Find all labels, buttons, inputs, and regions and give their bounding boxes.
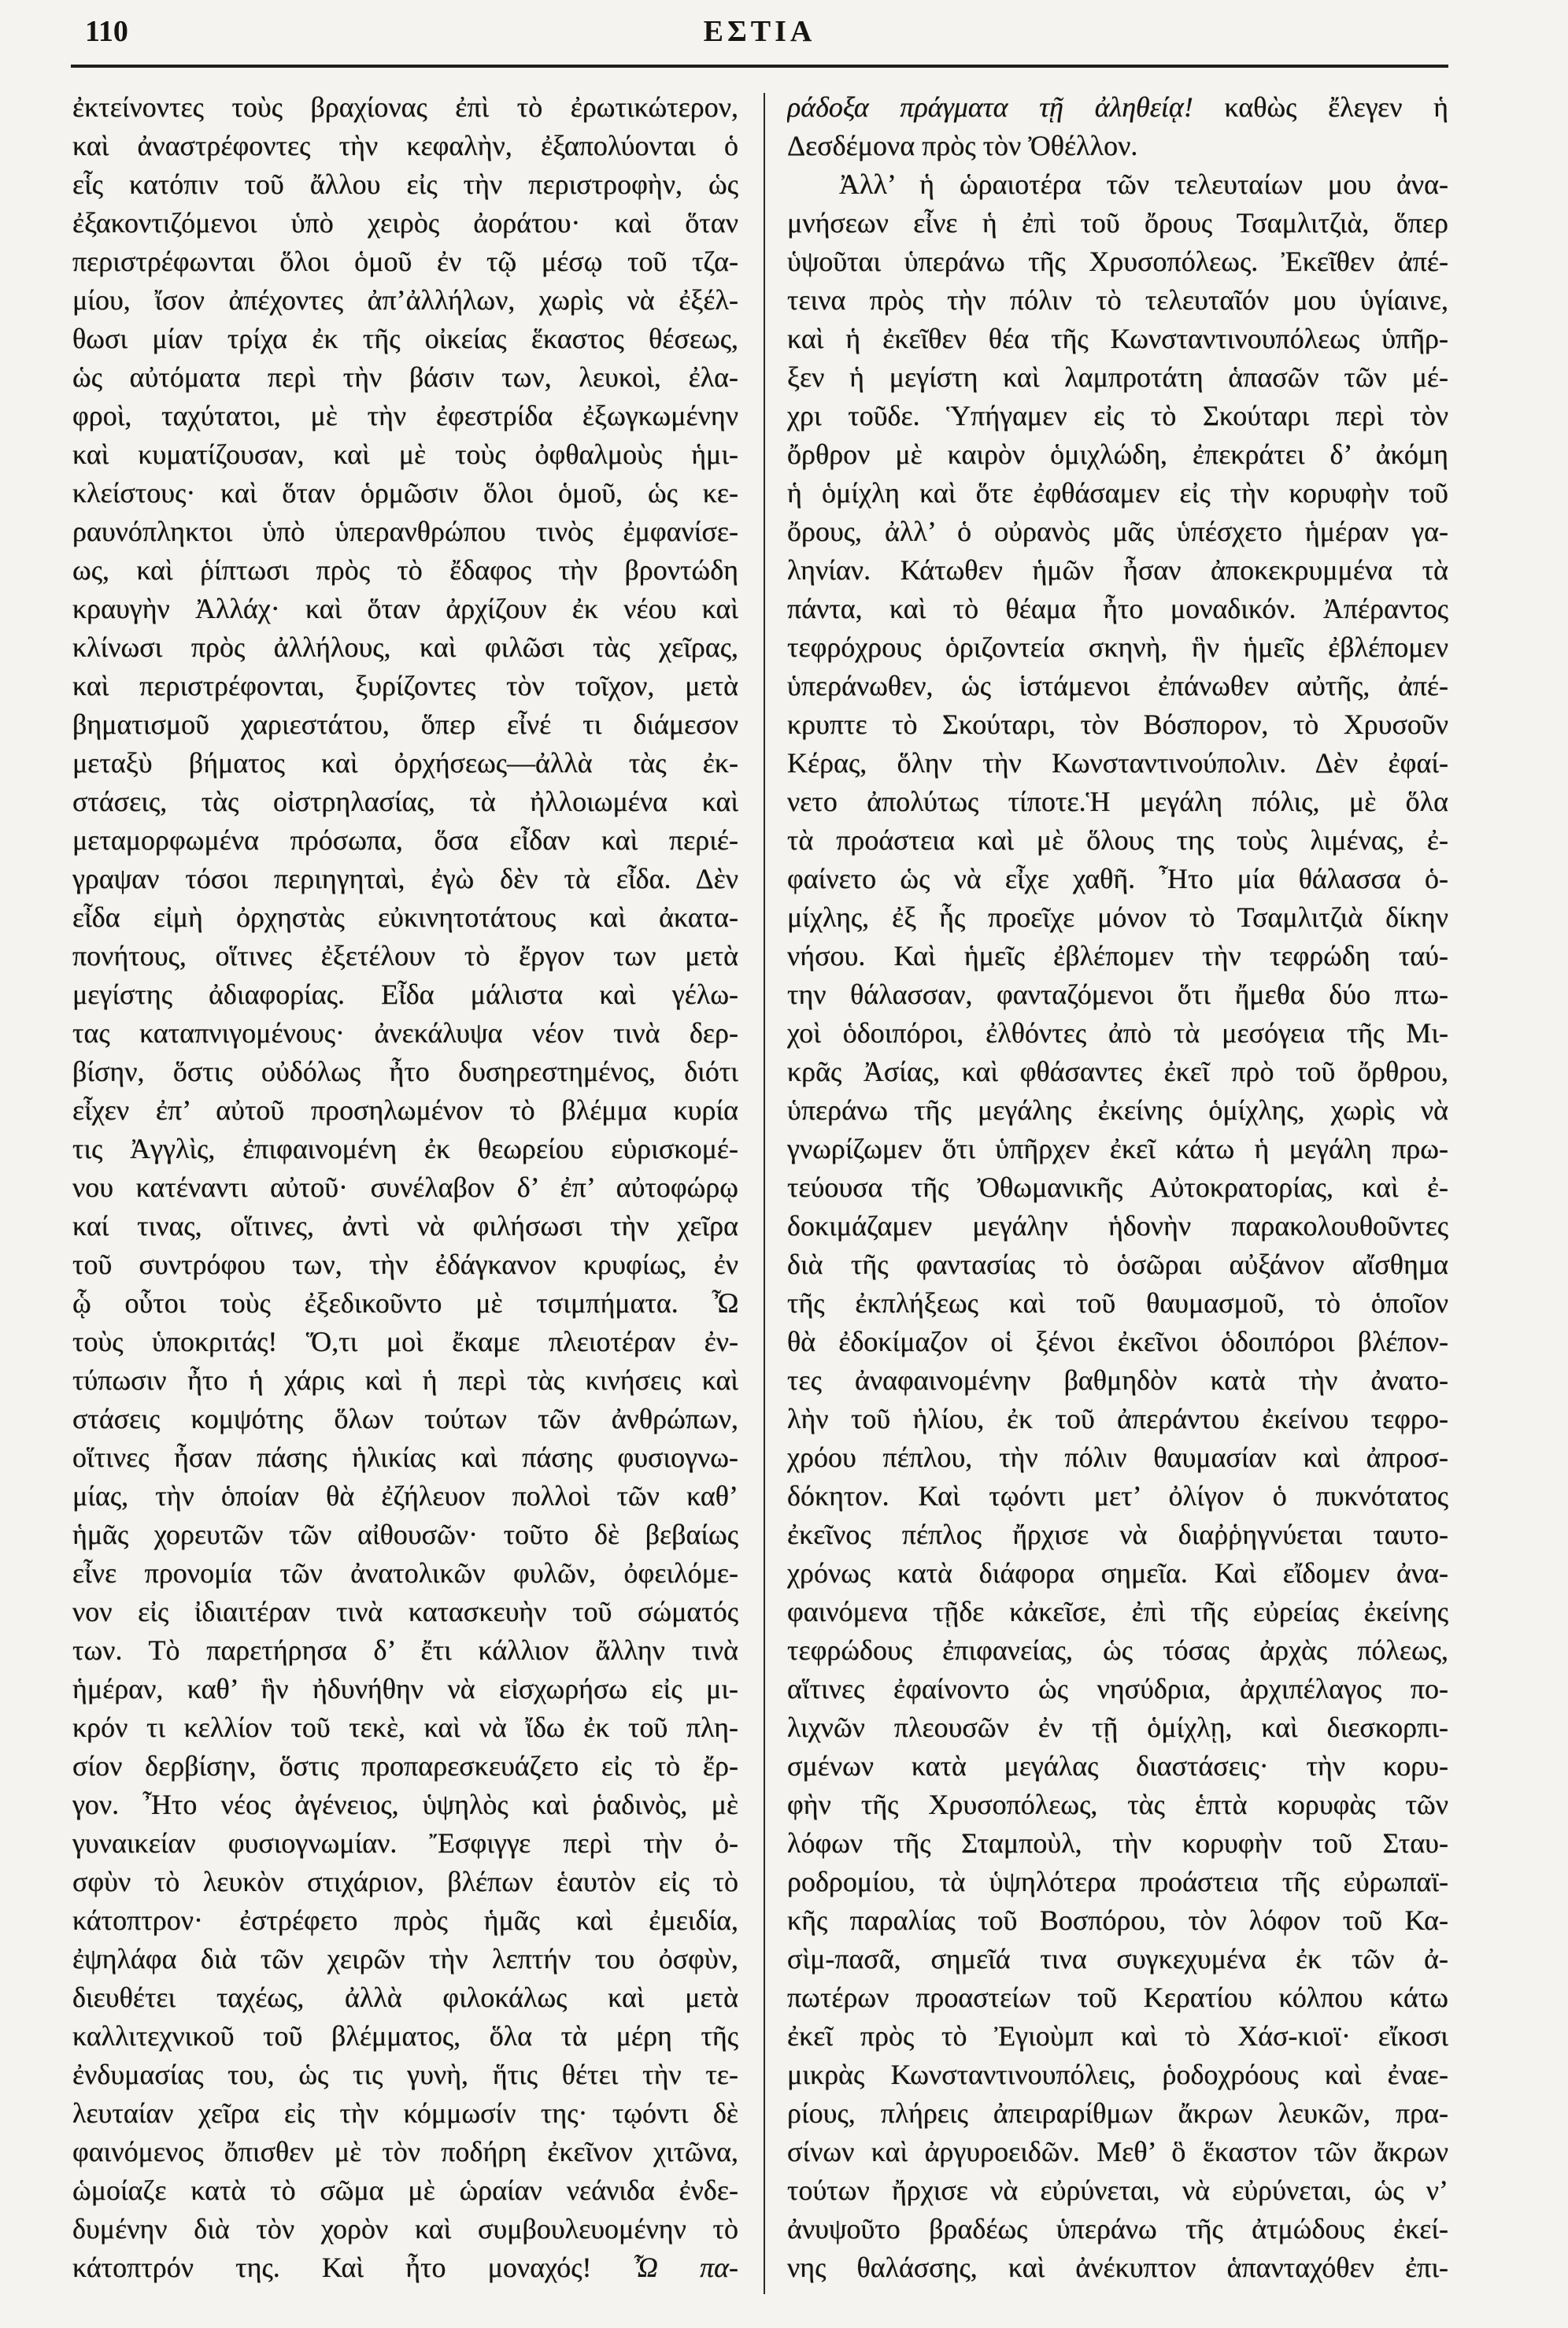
text-line: τεφρώδους ἐπιφανείας, ὡς τόσας ἀρχὰς πόλεως, xyxy=(787,1634,1448,1666)
text-line: σίνων καὶ ἀργυροειδῶν. Μεθ’ ὃ ἕκαστον τῶν ἄκρων xyxy=(787,2136,1448,2167)
text-line: Ἀλλ’ ἡ ὡραιοτέρα τῶν τελευταίων μου ἀνα- xyxy=(839,168,1448,200)
text-line: τὰ προάστεια καὶ μὲ ὅλους της τοὺς λιμένας, ἐ- xyxy=(787,824,1448,856)
text-line: οἵτινες ἦσαν πάσης ἡλικίας καὶ πάσης φυσιογνω- xyxy=(72,1442,738,1473)
text-line: μίχλης, ἐξ ἧς προεῖχε μόνον τὸ Τσαμλιτζιὰ δίκην xyxy=(787,901,1448,933)
text-line: κρόν τι κελλίον τοῦ τεκὲ, καὶ νὰ ἴδω ἐκ τοῦ πλη- xyxy=(72,1712,738,1743)
text-line: γνωρίζωμεν ὅτι ὑπῆρχεν ἐκεῖ κάτω ἡ μεγάλη πρω- xyxy=(787,1133,1448,1164)
text-line: δοκιμάζαμεν μεγάλην ἡδονὴν παρακολουθοῦντες xyxy=(787,1210,1448,1242)
text-line: καὶ ἀναστρέφοντες τὴν κεφαλὴν, ἐξαπολύονται ὁ xyxy=(72,130,738,161)
text-line: εἶνε προνομία τῶν ἀνατολικῶν φυλῶν, ὀφειλόμε- xyxy=(72,1557,738,1589)
text-line: δυμένην διὰ τὸν χορὸν καὶ συμβουλευομένην τὸ xyxy=(72,2213,738,2245)
text-line: κάτοπτρον· ἐστρέφετο πρὸς ἡμᾶς καὶ ἐμειδία, xyxy=(72,1904,738,1936)
text-line: ὄρους, ἀλλ’ ὁ οὐρανὸς μᾶς ὑπέσχετο ἡμέραν γα- xyxy=(787,516,1448,547)
text-line: νήσου. Καὶ ἡμεῖς ἐβλέπομεν τὴν τεφρώδη ταύ- xyxy=(787,940,1448,972)
text-line: μίας, τὴν ὁποίαν θὰ ἐζήλευον πολλοὶ τῶν καθ’ xyxy=(72,1480,738,1512)
text-line: τούτων ἤρχισε νὰ εὐρύνεται, νὰ εὐρύνεται, ὡς ν’ xyxy=(787,2174,1448,2206)
text-line: ᾧ οὗτοι τοὺς ἐξεδικοῦντο μὲ τσιμπήματα. Ὦ xyxy=(72,1287,738,1319)
text-line: αἵτινες ἐφαίνοντο ὡς νησύδρια, ἀρχιπέλαγος πο- xyxy=(787,1673,1448,1704)
text-line: καί τινας, οἵτινες, ἀντὶ νὰ φιλήσωσι τὴν χεῖρα xyxy=(72,1210,738,1242)
text-line: τοῦ συντρόφου των, τὴν ἐδάγκανον κρυφίως, ἐν xyxy=(72,1249,738,1280)
header-rule xyxy=(71,65,1448,68)
text-line: χρι τοῦδε. Ὑπήγαμεν εἰς τὸ Σκούταρι περὶ τὸν xyxy=(787,400,1448,431)
text-line: στάσεις, τὰς οἰστρηλασίας, τὰ ἠλλοιωμένα καὶ xyxy=(72,786,738,817)
text-line: κῆς παραλίας τοῦ Βοσπόρου, τὸν λόφον τοῦ Κα- xyxy=(787,1904,1448,1936)
text-line: μνήσεων εἶνε ἡ ἐπὶ τοῦ ὄρους Τσαμλιτζιὰ, ὅπερ xyxy=(787,207,1448,239)
italic-text: ράδοξα πράγματα τῇ ἀληθείᾳ! xyxy=(787,91,1193,123)
text-line: φαίνετο ὡς νὰ εἶχε χαθῆ. Ἦτο μία θάλασσα ὁ- xyxy=(787,863,1448,894)
text-line: ως, καὶ ῥίπτωσι πρὸς τὸ ἔδαφος τὴν βροντώδη xyxy=(72,554,738,586)
text-line: τας καταπνιγομένους· ἀνεκάλυψα νέον τινὰ δερ- xyxy=(72,1017,738,1049)
text-line: ἐκτείνοντες τοὺς βραχίονας ἐπὶ τὸ ἐρωτικώτερον, xyxy=(72,91,738,123)
text-line: θωσι μίαν τρίχα ἐκ τῆς οἰκείας ἕκαστος θέσεως, xyxy=(72,323,738,354)
text-line: πωτέρων προαστείων τοῦ Κερατίου κόλπου κάτω xyxy=(787,1982,1448,2013)
text-line: μικρὰς Κωνσταντινουπόλεις, ῥοδοχρόους καὶ ἐναε- xyxy=(787,2059,1448,2090)
text-line: βηματισμοῦ χαριεστάτου, ὅπερ εἶνέ τι διάμεσον xyxy=(72,709,738,740)
text-line: λὴν τοῦ ἡλίου, ἐκ τοῦ ἀπεράντου ἐκείνου τεφρο- xyxy=(787,1403,1448,1434)
text-line: ραυνόπληκτοι ὑπὸ ὑπερανθρώπου τινὸς ἐμφανίσε- xyxy=(72,516,738,547)
text-line: κραυγὴν Ἀλλάχ· καὶ ὅταν ἀρχίζουν ἐκ νέου καὶ xyxy=(72,593,738,624)
text-line: γον. Ἦτο νέος ἀγένειος, ὑψηλὸς καὶ ῥαδινὸς, μὲ xyxy=(72,1789,738,1820)
text-line: ὑψοῦται ὑπεράνω τῆς Χρυσοπόλεως. Ἐκεῖθεν ἀπέ- xyxy=(787,246,1448,277)
text-line: δόκητον. Καὶ τῳόντι μετ’ ὀλίγον ὁ πυκνότατος xyxy=(787,1480,1448,1512)
text-line: φροὶ, ταχύτατοι, μὲ τὴν ἐφεστρίδα ἐξωγκωμένην xyxy=(72,400,738,431)
text-line: μίου, ἴσον ἀπέχοντες ἀπ’ἀλλήλων, χωρὶς νὰ ἐξέλ- xyxy=(72,284,738,316)
text-line: κλίνωσι πρὸς ἀλλήλους, καὶ φιλῶσι τὰς χεῖρας, xyxy=(72,631,738,663)
text-segment: κάτοπτρόν της. Καὶ ἦτο μοναχός! xyxy=(72,2252,634,2283)
text-line xyxy=(72,2248,738,2287)
text-line: τοὺς ὑποκριτάς! Ὅ,τι μοὶ ἔκαμε πλειοτέραν ἐν- xyxy=(72,1326,738,1357)
right-column xyxy=(787,88,1448,2287)
text-line: τεινα πρὸς τὴν πόλιν τὸ τελευταῖόν μου ὑγίαινε, xyxy=(787,284,1448,316)
text-line: ἀνυψοῦτο βραδέως ὑπεράνω τῆς ἀτμώδους ἐκεί- xyxy=(787,2213,1448,2245)
text-line: ἐνδυμασίας του, ὡς τις γυνὴ, ἥτις θέτει τὴν τε- xyxy=(72,2059,738,2090)
text-line: τεφρόχρους ὁριζοντεία σκηνὴ, ἣν ἡμεῖς ἐβλέπομεν xyxy=(787,631,1448,663)
text-line: εἶχεν ἐπ’ αὐτοῦ προσηλωμένον τὸ βλέμμα κυρία xyxy=(72,1094,738,1126)
text-line: τύπωσιν ἦτο ἡ χάρις καὶ ἡ περὶ τὰς κινήσεις καὶ xyxy=(72,1364,738,1396)
text-line: σίον δερβίσην, ὅστις προπαρεσκευάζετο εἰς τὸ ἔρ- xyxy=(72,1750,738,1782)
text-line: μεταξὺ βήματος καὶ ὀρχήσεως—ἀλλὰ τὰς ἐκ- xyxy=(72,747,738,779)
text-line: ἡμᾶς χορευτῶν τῶν αἰθουσῶν· τοῦτο δὲ βεβαίως xyxy=(72,1519,738,1550)
text-line: χοὶ ὁδοιπόροι, ἐλθόντες ἀπὸ τὰ μεσόγεια τῆς Μι- xyxy=(787,1017,1448,1049)
text-line: ὡς αὐτόματα περὶ τὴν βάσιν των, λευκοὶ, ἐλα- xyxy=(72,361,738,393)
text-line xyxy=(787,88,1448,127)
text-line: στάσεις κομψότης ὅλων τούτων τῶν ἀνθρώπων, xyxy=(72,1403,738,1434)
text-line: κλείστους· καὶ ὅταν ὁρμῶσιν ὅλοι ὁμοῦ, ὡς κε- xyxy=(72,477,738,509)
text-line: ρίους, πλήρεις ἀπειραρίθμων ἄκρων λευκῶν, πρα- xyxy=(787,2097,1448,2129)
left-column xyxy=(72,88,738,2287)
running-header xyxy=(71,9,1448,54)
text-line: ξεν ἡ μεγίστη καὶ λαμπροτάτη ἁπασῶν τῶν μέ- xyxy=(787,361,1448,393)
text-line: διευθέτει ταχέως, ἀλλὰ φιλοκάλως καὶ μετὰ xyxy=(72,1982,738,2013)
text-line: νον εἰς ἰδιαιτέραν τινὰ κατασκευὴν τοῦ σώματός xyxy=(72,1596,738,1627)
text-line: τες ἀναφαινομένην βαθμηδὸν κατὰ τὴν ἀνατο- xyxy=(787,1364,1448,1396)
text-line: ὑπεράνωθεν, ὡς ἱστάμενοι ἐπάνωθεν αὐτῆς, ἀπέ- xyxy=(787,670,1448,701)
text-line: διὰ τῆς φαντασίας τὸ ὁσῶραι αὐξάνον αἴσθημα xyxy=(787,1249,1448,1280)
text-segment: καθὼς ἔλεγεν ἡ xyxy=(1193,91,1448,123)
text-line: σφὺν τὸ λευκὸν στιχάριον, βλέπων ἑαυτὸν εἰς τὸ xyxy=(72,1866,738,1897)
text-line: των. Τὸ παρετήρησα δ’ ἔτι κάλλιον ἄλλην τινὰ xyxy=(72,1634,738,1666)
text-line: πάντα, καὶ τὸ θέαμα ἦτο μοναδικόν. Ἀπέραντος xyxy=(787,593,1448,624)
text-line: καὶ ἡ ἐκεῖθεν θέα τῆς Κωνσταντινουπόλεως ὑπῆρ- xyxy=(787,323,1448,354)
text-line: πονήτους, οἵτινες ἐξετέλουν τὸ ἔργον των μετὰ xyxy=(72,940,738,972)
text-line: νης θαλάσσης, καὶ ἀνέκυπτον ἁπανταχόθεν ἐπι- xyxy=(787,2252,1448,2283)
text-line: χρόνως κατὰ διάφορα σημεῖα. Καὶ εἴδομεν ἀνα- xyxy=(787,1557,1448,1589)
text-line: τις Ἀγγλὶς, ἐπιφαινομένη ἐκ θεωρείου εὑρισκομέ- xyxy=(72,1133,738,1164)
text-line: φαινόμενα τῇδε κἀκεῖσε, ἐπὶ τῆς εὐρείας ἐκείνης xyxy=(787,1596,1448,1627)
text-line: νετο ἀπολύτως τίποτε.Ἡ μεγάλη πόλις, μὲ ὅλα xyxy=(787,786,1448,817)
text-line: καλλιτεχνικοῦ τοῦ βλέμματος, ὅλα τὰ μέρη τῆς xyxy=(72,2020,738,2052)
italic-text: Ὦ πα- xyxy=(633,2252,738,2283)
text-line: Κέρας, ὅλην τὴν Κωνσταντινούπολιν. Δὲν ἐφαί- xyxy=(787,747,1448,779)
text-line: εἷς κατόπιν τοῦ ἄλλου εἰς τὴν περιστροφὴν, ὡς xyxy=(72,168,738,200)
text-line: ὑπεράνω τῆς μεγάλης ἐκείνης ὁμίχλης, χωρὶς νὰ xyxy=(787,1094,1448,1126)
text-line: ἐξακοντιζόμενοι ὑπὸ χειρὸς ἀοράτου· καὶ ὅταν xyxy=(72,207,738,239)
text-line: μεταμορφωμένα πρόσωπα, ὅσα εἶδαν καὶ περιέ- xyxy=(72,824,738,856)
text-line: καὶ κυματίζουσαν, καὶ μὲ τοὺς ὀφθαλμοὺς ἡμι- xyxy=(72,439,738,470)
text-line: ροδρομίου, τὰ ὑψηλότερα προάστεια τῆς εὐρωπαϊ- xyxy=(787,1866,1448,1897)
text-line: λευταίαν χεῖρα εἰς τὴν κόμμωσίν της· τῳόντι δὲ xyxy=(72,2097,738,2129)
text-line: τεύουσα τῆς Ὀθωμανικῆς Αὐτοκρατορίας, καὶ ἐ- xyxy=(787,1171,1448,1203)
text-line: περιστρέφωνται ὅλοι ὁμοῦ ἐν τῷ μέσῳ τοῦ τζα- xyxy=(72,246,738,277)
text-line: ἡ ὁμίχλη καὶ ὅτε ἐφθάσαμεν εἰς τὴν κορυφὴν τοῦ xyxy=(787,477,1448,509)
text-line: ληνίαν. Κάτωθεν ἡμῶν ἦσαν ἀποκεκρυμμένα τὰ xyxy=(787,554,1448,586)
text-line: λόφων τῆς Σταμποὺλ, τὴν κορυφὴν τοῦ Σταυ- xyxy=(787,1827,1448,1859)
text-line: κρυπτε τὸ Σκούταρι, τὸν Βόσπορον, τὸ Χρυσοῦν xyxy=(787,709,1448,740)
text-line: ὡμοίαζε κατὰ τὸ σῶμα μὲ ὡραίαν νεάνιδα ἐνδε- xyxy=(72,2174,738,2206)
text-line: ἡμέραν, καθ’ ἣν ἠδυνήθην νὰ εἰσχωρήσω εἰς μι- xyxy=(72,1673,738,1704)
text-line: καὶ περιστρέφονται, ξυρίζοντες τὸν τοῖχον, μετὰ xyxy=(72,670,738,701)
page-number: 110 xyxy=(85,15,128,48)
text-line: εἶδα εἰμὴ ὀρχηστὰς εὐκινητοτάτους καὶ ἀκατα- xyxy=(72,901,738,933)
text-line: λιχνῶν πλεουσῶν ἐν τῇ ὁμίχλῃ, καὶ διεσκορπι- xyxy=(787,1712,1448,1743)
text-line: σμένων κατὰ μεγάλας διαστάσεις· τὴν κορυ- xyxy=(787,1750,1448,1782)
journal-title: ΕΣΤΙΑ xyxy=(703,15,816,48)
text-line: μεγίστης ἀδιαφορίας. Εἶδα μάλιστα καὶ γέλω- xyxy=(72,979,738,1010)
column-divider xyxy=(764,93,765,2294)
text-line: ὄρθρον μὲ καιρὸν ὁμιχλώδη, ἐπεκράτει δ’ ἀκόμη xyxy=(787,439,1448,470)
text-line: τῆς ἐκπλήξεως καὶ τοῦ θαυμασμοῦ, τὸ ὁποῖον xyxy=(787,1287,1448,1319)
text-line: θὰ ἐδοκίμαζον οἱ ξένοι ἐκεῖνοι ὁδοιπόροι βλέπον- xyxy=(787,1326,1448,1357)
text-line: την θάλασσαν, φανταζόμενοι ὅτι ἤμεθα δύο πτω- xyxy=(787,979,1448,1010)
text-line: ἐκεῖνος πέπλος ἤρχισε νὰ διαῤῥηγνύεται ταυτο- xyxy=(787,1519,1448,1550)
text-line: ἐψηλάφα διὰ τῶν χειρῶν τὴν λεπτήν του ὀσφὺν, xyxy=(72,1943,738,1975)
text-line: φὴν τῆς Χρυσοπόλεως, τὰς ἑπτὰ κορυφὰς τῶν xyxy=(787,1789,1448,1820)
text-line: νου κατέναντι αὐτοῦ· συνέλαβον δ’ ἐπ’ αὐτοφώρῳ xyxy=(72,1171,738,1203)
text-line: φαινόμενος ὄπισθεν μὲ τὸν ποδήρη ἐκεῖνον χιτῶνα, xyxy=(72,2136,738,2167)
text-line: γυναικείαν φυσιογνωμίαν. Ἔσφιγγε περὶ τὴν ὀ- xyxy=(72,1827,738,1859)
text-line: γραψαν τόσοι περιηγηταὶ, ἐγὼ δὲν τὰ εἶδα. Δὲν xyxy=(72,863,738,894)
text-line: χρόου πέπλου, τὴν πόλιν θαυμασίαν καὶ ἀπροσ- xyxy=(787,1442,1448,1473)
text-line: Δεσδέμονα πρὸς τὸν Ὀθέλλον. xyxy=(787,130,1138,161)
text-line: ἐκεῖ πρὸς τὸ Ἐγιοὺμπ καὶ τὸ Χάσ-κιοϊ· εἴκοσι xyxy=(787,2020,1448,2052)
text-line: κρᾶς Ἀσίας, καὶ φθάσαντες ἐκεῖ πρὸ τοῦ ὄρθρου, xyxy=(787,1056,1448,1087)
text-line: βίσην, ὅστις οὐδόλως ἦτο δυσηρεστημένος, διότι xyxy=(72,1056,738,1087)
text-line: σὶμ-πασᾶ, σημεῖά τινα συγκεχυμένα ἐκ τῶν ἀ- xyxy=(787,1943,1448,1975)
